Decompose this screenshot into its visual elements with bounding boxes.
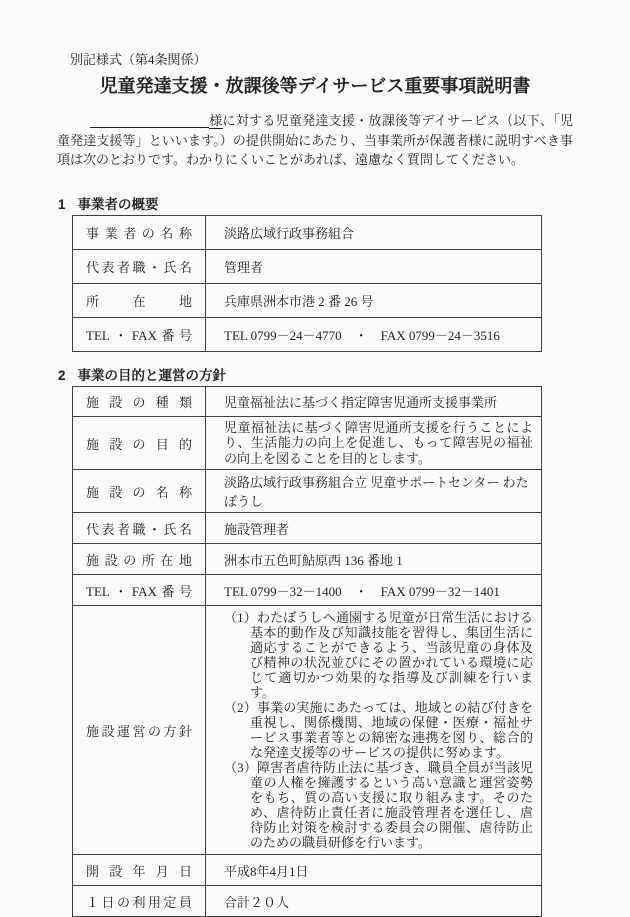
business-overview-table xyxy=(72,215,542,352)
table-row xyxy=(73,855,542,886)
policy-item-text: 事業の実施にあたっては、地域との結び付きを重視し、関係機関、地域の保健・医療・福祉サービス事業者等との綿密な連携を図り、総合的な発達支援等のサービスの提供に努めます。 xyxy=(250,700,533,761)
row-value: 淡路広域行政事務組合立 児童サポートセンター わたぼうし xyxy=(206,470,542,513)
section-1-title: 事業者の概要 xyxy=(77,196,159,212)
row-value: TEL 0799－24－4770 ・ FAX 0799－24－3516 xyxy=(206,317,542,351)
row-label: 施設の所在地 xyxy=(73,544,206,575)
table-row xyxy=(73,416,542,470)
table-row xyxy=(73,513,542,544)
row-label: 施設の種類 xyxy=(73,386,206,416)
intro-text: に対する児童発達支援・放課後等デイサービス（以下、「児童発達支援等」といいます。）の提供開始にあたり、当事業所が保護者様に説明すべき事項は次のとおりです。わかりにくいことがあれば、遠慮なく質問してください。 xyxy=(57,113,573,168)
purpose-policy-table xyxy=(72,386,542,917)
section-1-number: 1 xyxy=(58,196,66,212)
row-label: 所在地 xyxy=(73,283,206,317)
row-value: 洲本市五色町鮎原西 136 番地 1 xyxy=(206,544,542,575)
table-row-policy xyxy=(73,606,542,855)
row-value xyxy=(206,606,542,855)
row-label: 開設年月日 xyxy=(73,855,206,886)
row-label: TEL・FAX番号 xyxy=(73,575,206,606)
policy-item-text: 障害者虐待防止法に基づき、職員全員が当該児童の人権を擁護するという高い意識と運営姿勢をもち、質の高い支援に取り組みます。そのため、虐待防止責任者に施設管理者を選任し、虐待防止対策を検討する委員会の開催、虐待防止のための職員研修を行います。 xyxy=(250,760,533,851)
row-label: 施設の目的 xyxy=(73,416,206,470)
table-row xyxy=(73,215,542,249)
table-row xyxy=(73,544,542,575)
row-label: １日の利用定員 xyxy=(73,886,206,917)
row-label: 代表者職・氏名 xyxy=(73,249,206,283)
table-row xyxy=(73,317,542,351)
document-title: 児童発達支援・放課後等デイサービス重要事項説明書 xyxy=(99,76,531,96)
row-value: 管理者 xyxy=(206,249,542,283)
addressee-blank-line xyxy=(90,112,209,128)
row-label: 施設運営の方針 xyxy=(73,606,206,855)
section-1-heading xyxy=(58,197,573,213)
table-row xyxy=(73,249,542,283)
policy-item-number: （2） xyxy=(224,700,257,716)
row-label: TEL・FAX番号 xyxy=(73,317,206,351)
row-label: 施設の名称 xyxy=(73,470,206,513)
row-value: 児童福祉法に基づく指定障害児通所支援事業所 xyxy=(206,386,542,416)
section-2-title: 事業の目的と運営の方針 xyxy=(77,367,227,383)
row-value: 平成8年4月1日 xyxy=(206,855,542,886)
section-2-number: 2 xyxy=(58,367,66,383)
row-label: 事業者の名称 xyxy=(73,215,206,249)
row-value: TEL 0799－32－1400 ・ FAX 0799－32－1401 xyxy=(206,575,542,606)
row-value: 淡路広域行政事務組合 xyxy=(206,215,542,249)
policy-item-2 xyxy=(224,700,533,760)
table-row xyxy=(73,575,542,606)
row-value: 施設管理者 xyxy=(206,513,542,544)
row-value: 合計２０人 xyxy=(206,886,542,917)
intro-paragraph xyxy=(57,111,573,170)
row-value: 児童福祉法に基づく障害児通所支援を行うことにより、生活能力の向上を促進し、もって障害児の福祉の向上を図ることを目的とします。 xyxy=(206,416,542,470)
addressee-suffix: 様 xyxy=(209,113,223,128)
row-value: 兵庫県洲本市港 2 番 26 号 xyxy=(206,283,542,317)
policy-item-number: （1） xyxy=(224,610,257,626)
policy-item-number: （3） xyxy=(224,760,258,776)
form-style-note: 別記様式（第4条関係） xyxy=(70,52,207,67)
policy-item-3 xyxy=(224,760,533,850)
section-2-heading xyxy=(58,368,573,384)
table-row xyxy=(73,283,542,317)
table-row xyxy=(73,886,542,917)
policy-item-text: わたぼうしへ通園する児童が日常生活における基本的動作及び知識技能を習得し、集団生活に適応することができるよう、当該児童の身体及び精神の状況並びにその置かれている環境に応じて適切かつ効果的な指導及び訓練を行います。 xyxy=(250,610,533,701)
table-row xyxy=(73,470,542,513)
row-label: 代表者職・氏名 xyxy=(73,513,206,544)
policy-item-1 xyxy=(224,610,533,700)
table-row xyxy=(73,386,542,416)
